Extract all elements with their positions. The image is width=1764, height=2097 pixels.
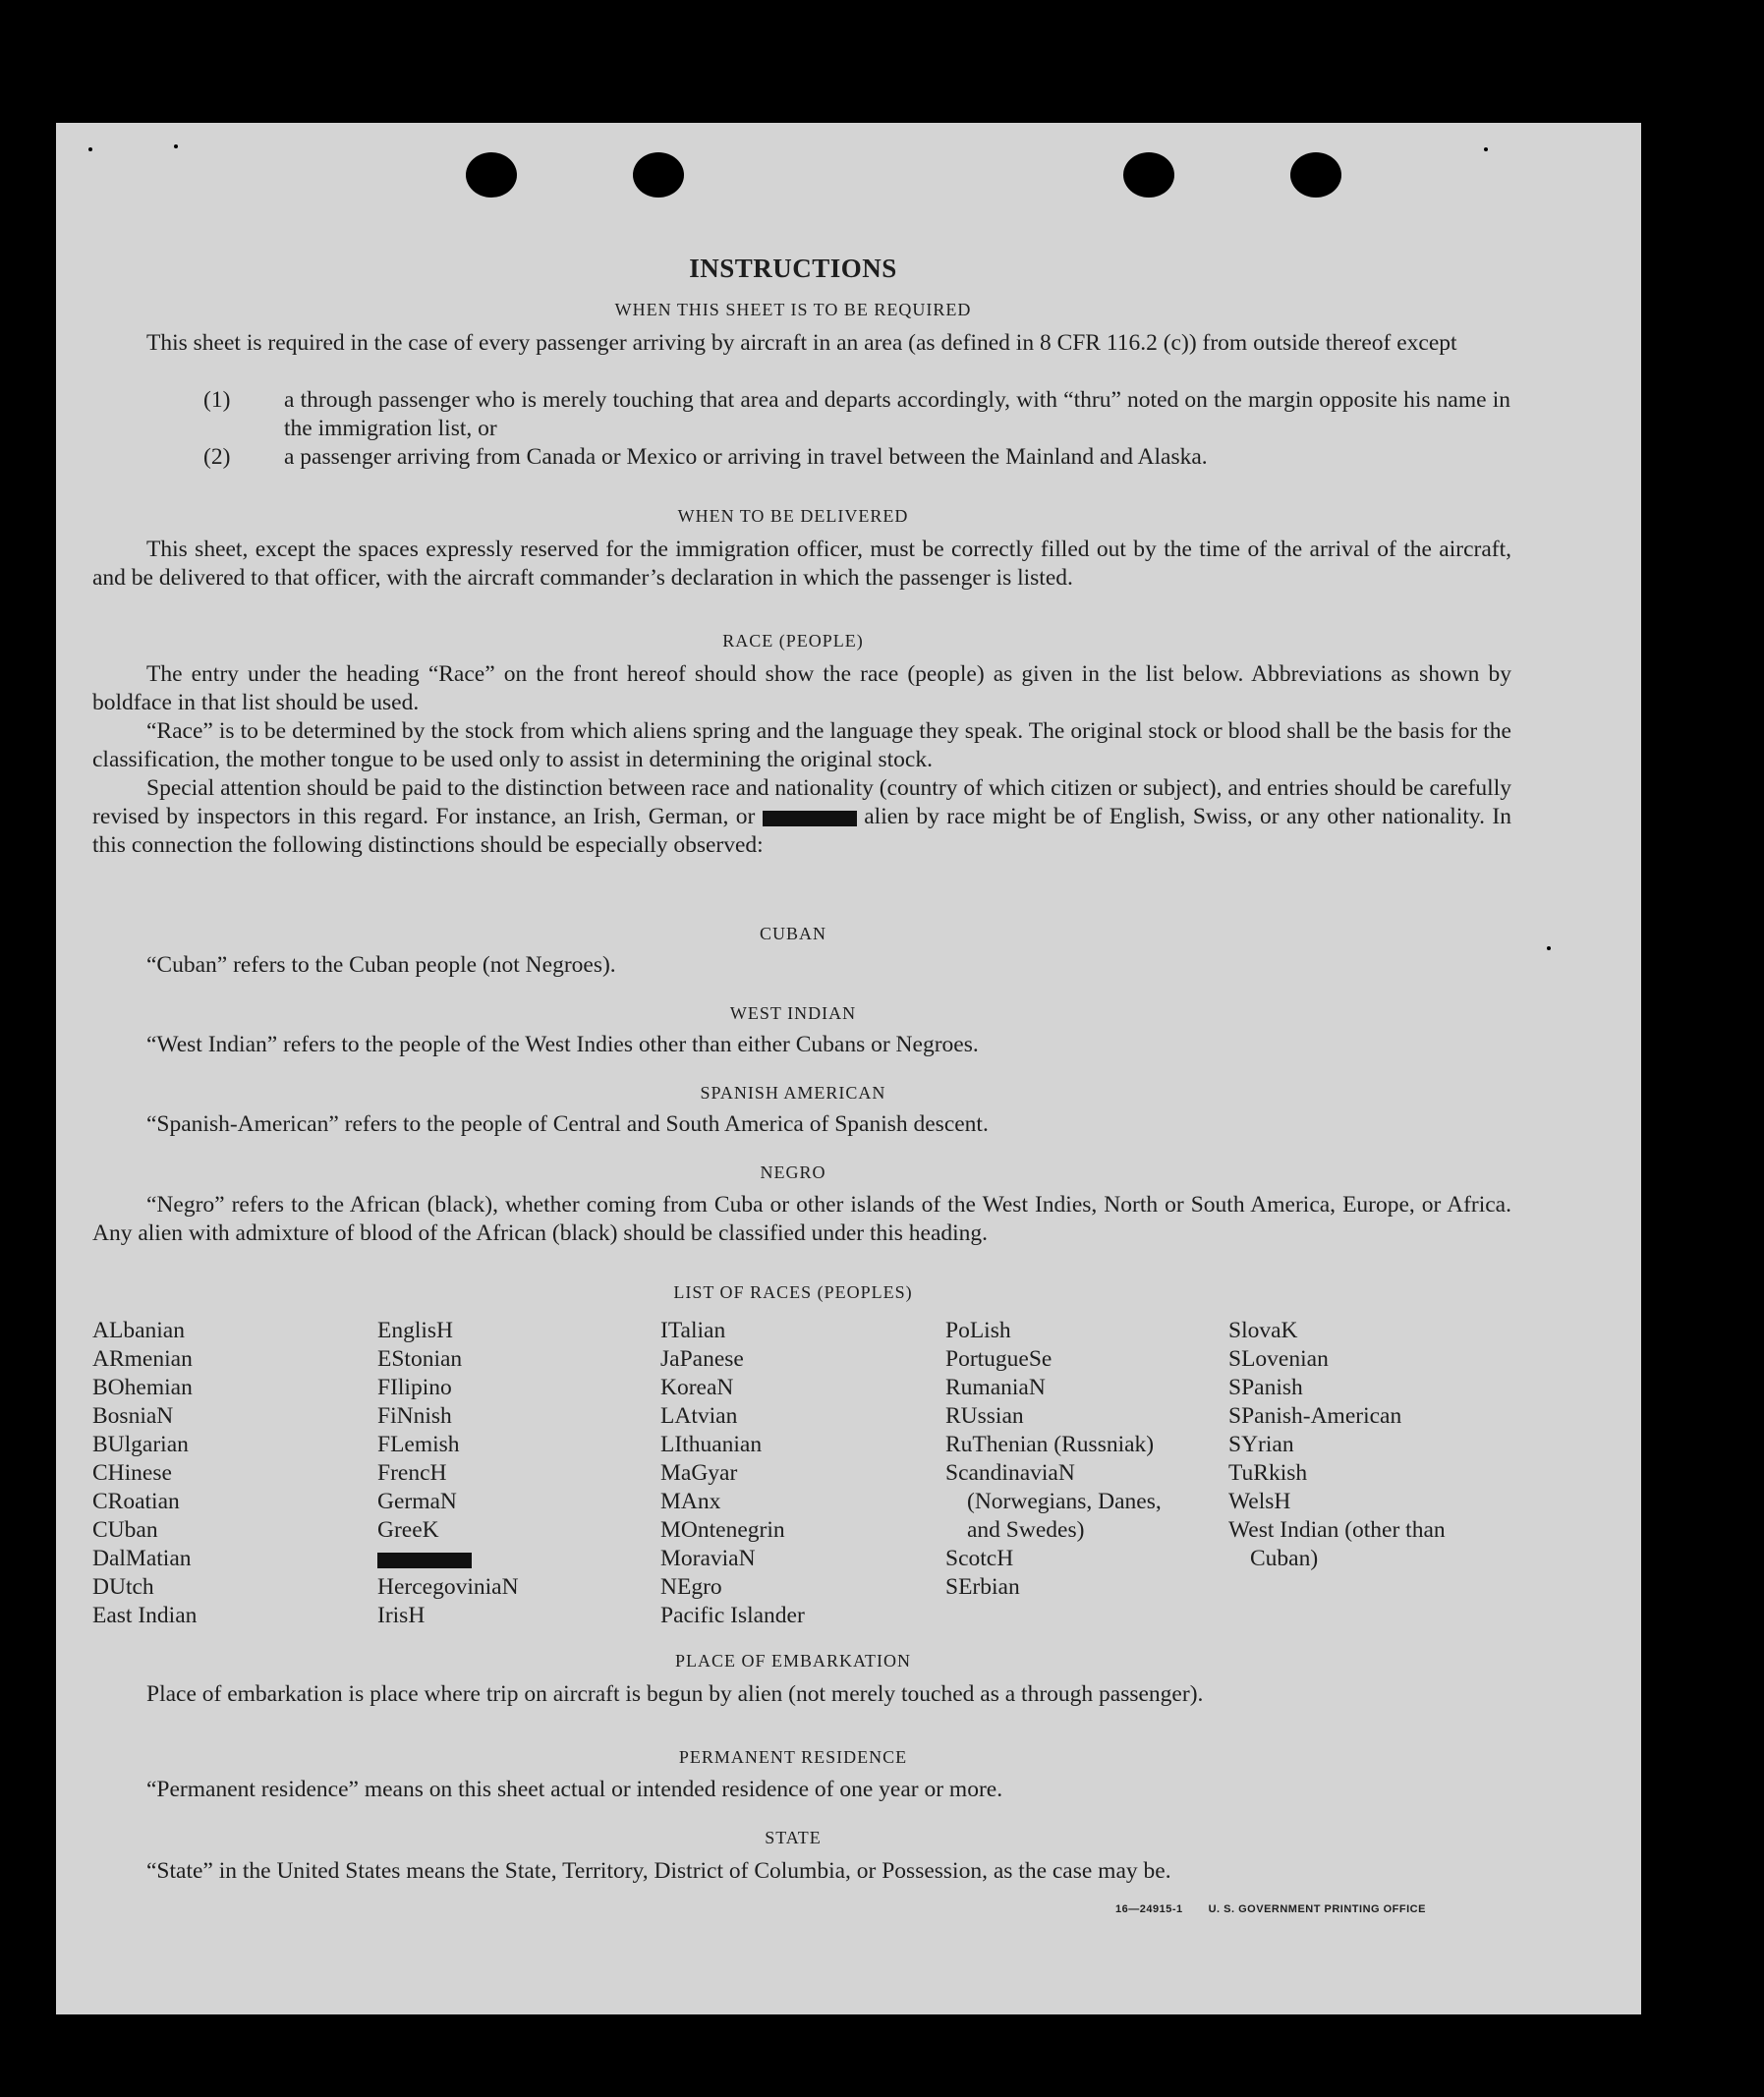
races-column (660, 1317, 805, 1630)
race-entry: BosniaN (92, 1403, 174, 1429)
race-entry: RumaniaN (945, 1375, 1046, 1400)
race-entry: FLemish (377, 1432, 460, 1457)
paragraph: “State” in the United States means the State, Territory, District of Columbia, or Possession, as the case may be. (146, 1858, 1171, 1884)
race-entry: ARmenian (92, 1346, 193, 1372)
item-text: a passenger arriving from Canada or Mexico or arriving in travel between the Mainland and Alaska. (284, 444, 1208, 470)
race-entry: LAtvian (660, 1403, 738, 1429)
speck (1484, 147, 1488, 151)
race-entry: FiNnish (377, 1403, 452, 1429)
punch-hole (466, 152, 517, 198)
race-entry: SLovenian (1228, 1346, 1329, 1372)
race-entry: PoLish (945, 1318, 1011, 1343)
race-entry: FIlipino (377, 1375, 452, 1400)
section-heading-list-of-races: LIST OF RACES (PEOPLES) (673, 1282, 913, 1302)
paragraph: “Spanish-American” refers to the people of Central and South America of Spanish descent. (146, 1111, 989, 1137)
race-entry: EStonian (377, 1346, 463, 1372)
race-entry: BUlgarian (92, 1432, 189, 1457)
race-entry: RUssian (945, 1403, 1024, 1429)
race-entry: ITalian (660, 1318, 726, 1343)
text-span: alien by race might be of English, Swiss, or any other nationality. In this connection the following distinctions should be especially observed: (92, 804, 1511, 858)
race-entry: HercegoviniaN (377, 1574, 519, 1600)
race-entry: CHinese (92, 1460, 172, 1486)
paragraph: “Negro” refers to the African (black), whether coming from Cuba or other islands of the West Indies, North or South America, Europe, or Africa. Any alien with admixture of blood of the African (black) should be classified under this heading. (92, 1192, 1511, 1246)
races-column (1228, 1317, 1506, 1573)
paragraph: Place of embarkation is place where trip on aircraft is begun by alien (not merely touched as a through passenger). (146, 1681, 1204, 1707)
paragraph (92, 774, 1511, 860)
race-entry: CUban (92, 1517, 158, 1543)
paragraph: “Cuban” refers to the Cuban people (not Negroes). (146, 952, 616, 978)
race-entry: MOntenegrin (660, 1517, 785, 1543)
list-item (203, 386, 1510, 443)
races-column (377, 1317, 519, 1630)
race-entry: SPanish-American (1228, 1403, 1402, 1429)
race-entry: RuThenian (Russniak) (945, 1432, 1155, 1457)
residence-text (92, 1776, 1511, 1804)
race-entry: PortugueSe (945, 1346, 1053, 1372)
punch-hole (1123, 152, 1174, 198)
state-text (92, 1857, 1511, 1886)
item-number: (1) (203, 387, 231, 413)
race-entry: DalMatian (92, 1546, 192, 1571)
race-entry: ALbanian (92, 1318, 185, 1343)
race-entry: MaGyar (660, 1460, 738, 1486)
paragraph: “Permanent residence” means on this sheet actual or intended residence of one year or more. (146, 1777, 1003, 1802)
section-heading-race: RACE (PEOPLE) (722, 631, 864, 651)
punch-hole (633, 152, 684, 198)
race-entry: GermaN (377, 1489, 457, 1514)
race-entry: West Indian (other than Cuban) (1228, 1517, 1446, 1571)
item-number: (2) (203, 444, 231, 470)
paragraph: This sheet is required in the case of every passenger arriving by aircraft in an area (as defined in 8 CFR 116.2 (c)) from outside thereof except (146, 330, 1457, 356)
section-heading-embarkation: PLACE OF EMBARKATION (674, 1651, 912, 1671)
speck (88, 147, 92, 151)
section-heading-when-delivered: WHEN TO BE DELIVERED (677, 506, 909, 526)
race-entry: LIthuanian (660, 1432, 763, 1457)
race-entry: MoraviaN (660, 1546, 756, 1571)
race-text (92, 660, 1511, 860)
page-title: INSTRUCTIONS (689, 254, 897, 283)
section-heading-negro: NEGRO (760, 1162, 826, 1182)
race-entry: ScandinaviaN (Norwegians, Danes, and Swedes) (945, 1460, 1162, 1543)
paragraph: The entry under the heading “Race” on the front hereof should show the race (people) as given in the list below. Abbreviations as shown by boldface in that list should be used. (92, 661, 1511, 715)
race-entry: SYrian (1228, 1432, 1294, 1457)
section-heading-spanish-american: SPANISH AMERICAN (700, 1083, 886, 1103)
race-entry: FrencH (377, 1460, 447, 1486)
section-heading-when-required: WHEN THIS SHEET IS TO BE REQUIRED (614, 300, 972, 319)
race-entry: IrisH (377, 1603, 426, 1628)
paragraph: This sheet, except the spaces expressly reserved for the immigration officer, must be correctly filled out by the time of the arrival of the aircraft, and be delivered to that officer, with the aircraft commander’s declaration in which the passenger is listed. (92, 537, 1511, 591)
paragraph: “West Indian” refers to the people of the West Indies other than either Cubans or Negroes. (146, 1032, 979, 1057)
printer-name: U. S. GOVERNMENT PRINTING OFFICE (1208, 1903, 1426, 1915)
race-entry: CRoatian (92, 1489, 180, 1514)
list-item (203, 443, 1510, 472)
races-column (945, 1317, 1193, 1602)
form-code: 16—24915-1 (1115, 1903, 1183, 1915)
embarkation-text (92, 1680, 1511, 1709)
race-entry: SlovaK (1228, 1318, 1298, 1343)
race-entry (377, 1545, 519, 1573)
section-heading-west-indian: WEST INDIAN (729, 1003, 857, 1023)
race-entry: Pacific Islander (660, 1603, 805, 1628)
race-entry: JaPanese (660, 1346, 744, 1372)
race-entry: KoreaN (660, 1375, 734, 1400)
paragraph: “Race” is to be determined by the stock from which aliens spring and the language they speak. The original stock or blood shall be the basis for the classification, the mother tongue to be used only to assist in determining the original stock. (92, 718, 1511, 772)
speck (1547, 946, 1551, 950)
when-required-intro (92, 329, 1511, 358)
race-entry: MAnx (660, 1489, 721, 1514)
race-entry: GreeK (377, 1517, 439, 1543)
race-entry: NEgro (660, 1574, 722, 1600)
printer-footer (1115, 1903, 1451, 1915)
race-entry: BOhemian (92, 1375, 193, 1400)
negro-text (92, 1191, 1511, 1248)
document-page (56, 123, 1641, 2014)
race-entry: ScotcH (945, 1546, 1014, 1571)
race-entry: SPanish (1228, 1375, 1303, 1400)
section-heading-state: STATE (765, 1828, 822, 1847)
race-entry: DUtch (92, 1574, 154, 1600)
item-text: a through passenger who is merely touching that area and departs accordingly, with “thru” noted on the margin opposite his name in the immigration list, or (284, 387, 1510, 441)
redaction-mark (763, 811, 857, 826)
race-entry: SErbian (945, 1574, 1020, 1600)
spanish-american-text (92, 1110, 1511, 1139)
text-span: Special attention should be paid to the distinction between race and nationality (country of which citizen or subject), and entries should be carefully revised by inspectors in this regard. For instance, an Irish, German, or (92, 775, 1511, 829)
west-indian-text (92, 1031, 1511, 1059)
redaction-mark (377, 1553, 472, 1568)
race-entry: EnglisH (377, 1318, 454, 1343)
speck (174, 144, 178, 148)
when-delivered-text (92, 536, 1511, 593)
section-heading-cuban: CUBAN (759, 924, 826, 943)
races-column (92, 1317, 197, 1630)
race-entry: WelsH (1228, 1489, 1291, 1514)
race-entry: TuRkish (1228, 1460, 1308, 1486)
cuban-text (92, 951, 1511, 980)
race-entry: East Indian (92, 1603, 198, 1628)
punch-hole (1290, 152, 1341, 198)
section-heading-residence: PERMANENT RESIDENCE (678, 1747, 908, 1767)
